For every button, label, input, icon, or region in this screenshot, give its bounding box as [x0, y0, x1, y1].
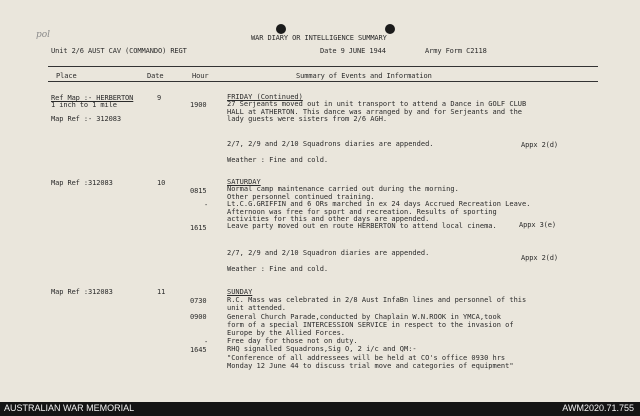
appendix-ref: Appx 2(d)	[521, 141, 559, 149]
date-line: Date 9 JUNE 1944	[320, 47, 386, 55]
entry-hour: 0900	[190, 313, 207, 321]
unit-line: Unit 2/6 AUST CAV (COMMANDO) REGT	[51, 47, 187, 55]
entry-date: 9	[157, 94, 162, 102]
diary-title: WAR DIARY OR INTELLIGENCE SUMMARY	[251, 34, 387, 42]
entry-hour: 0730	[190, 297, 207, 305]
entry-text: SUNDAY R.C. Mass was celebrated in 2/8 Aust InfaBn lines and personnel of this unit attended. General Church Parade,conducted by Chaplain W.N.ROOK in YMCA,took form of a special INTERCESSION SERVICE in respect to the invasion of Europe by the Allied Forces. Free day for those not on duty. RHQ signalled Squadrons,Sig O, 2 i/c and QM:- "Conference of all addressees will be held at CO's office 0930 hrs Monday 12 June 44 to discuss trial move and categories of equipment"	[227, 288, 527, 370]
place-line: Map Ref :312083	[51, 179, 113, 187]
entry-hour: -	[204, 201, 209, 209]
entry-text: SATURDAY Normal camp maintenance carried out during the morning. Other personnel continued training. Lt.C.G.GRIFFIN and 6 ORs marched in ex 24 days Accrued Recreation Leave. Afternoon was free for sport and recreation. Results of sporting activities for this and other days are appended. Leave party moved out en route HERBERTON to attend local cinema.	[227, 178, 531, 231]
pencil-note: pol	[36, 30, 51, 40]
entry-hour: 1900	[190, 101, 207, 109]
appendix-ref: Appx 2(d)	[521, 254, 559, 262]
header-rule-bottom	[48, 81, 598, 82]
entry-text: Weather : Fine and cold.	[227, 156, 329, 164]
col-hour: Hour	[192, 72, 209, 80]
entry-hour: -	[204, 338, 209, 346]
place-line: 1 inch to 1 mile	[51, 101, 117, 109]
entry-text: FRIDAY (Continued) 27 Serjeants moved out in unit transport to attend a Dance in GOLF CLUB HALL at ATHERTON. This dance was arranged by and for Serjeants and the lady guests were sisters from 2/6 AGH.	[227, 93, 527, 124]
place-line: Map Ref :- 312083	[51, 115, 121, 123]
archive-name: AUSTRALIAN WAR MEMORIAL	[4, 403, 135, 413]
entry-hour: 1645	[190, 346, 207, 354]
archive-reference: AWM2020.71.755	[562, 403, 634, 413]
army-form: Army Form C2118	[425, 47, 487, 55]
col-date: Date	[147, 72, 164, 80]
header-rule-top	[48, 66, 598, 67]
entry-date: 11	[157, 288, 166, 296]
col-summary: Summary of Events and Information	[296, 72, 432, 80]
entry-text: Weather : Fine and cold.	[227, 265, 329, 273]
punch-hole	[276, 24, 286, 34]
punch-hole	[385, 24, 395, 34]
entry-date: 10	[157, 179, 166, 187]
archive-footer	[0, 402, 640, 416]
appendix-ref: Appx 3(e)	[519, 221, 557, 229]
entry-text: 2/7, 2/9 and 2/10 Squadron diaries are appended.	[227, 249, 430, 257]
entry-hour: 1615	[190, 224, 207, 232]
entry-hour: 0815	[190, 187, 207, 195]
col-place: Place	[56, 72, 77, 80]
entry-text: 2/7, 2/9 and 2/10 Squadrons diaries are appended.	[227, 140, 434, 148]
place-line: Ref Map :- HERBERTON	[51, 94, 134, 102]
place-line: Map Ref :312083	[51, 288, 113, 296]
